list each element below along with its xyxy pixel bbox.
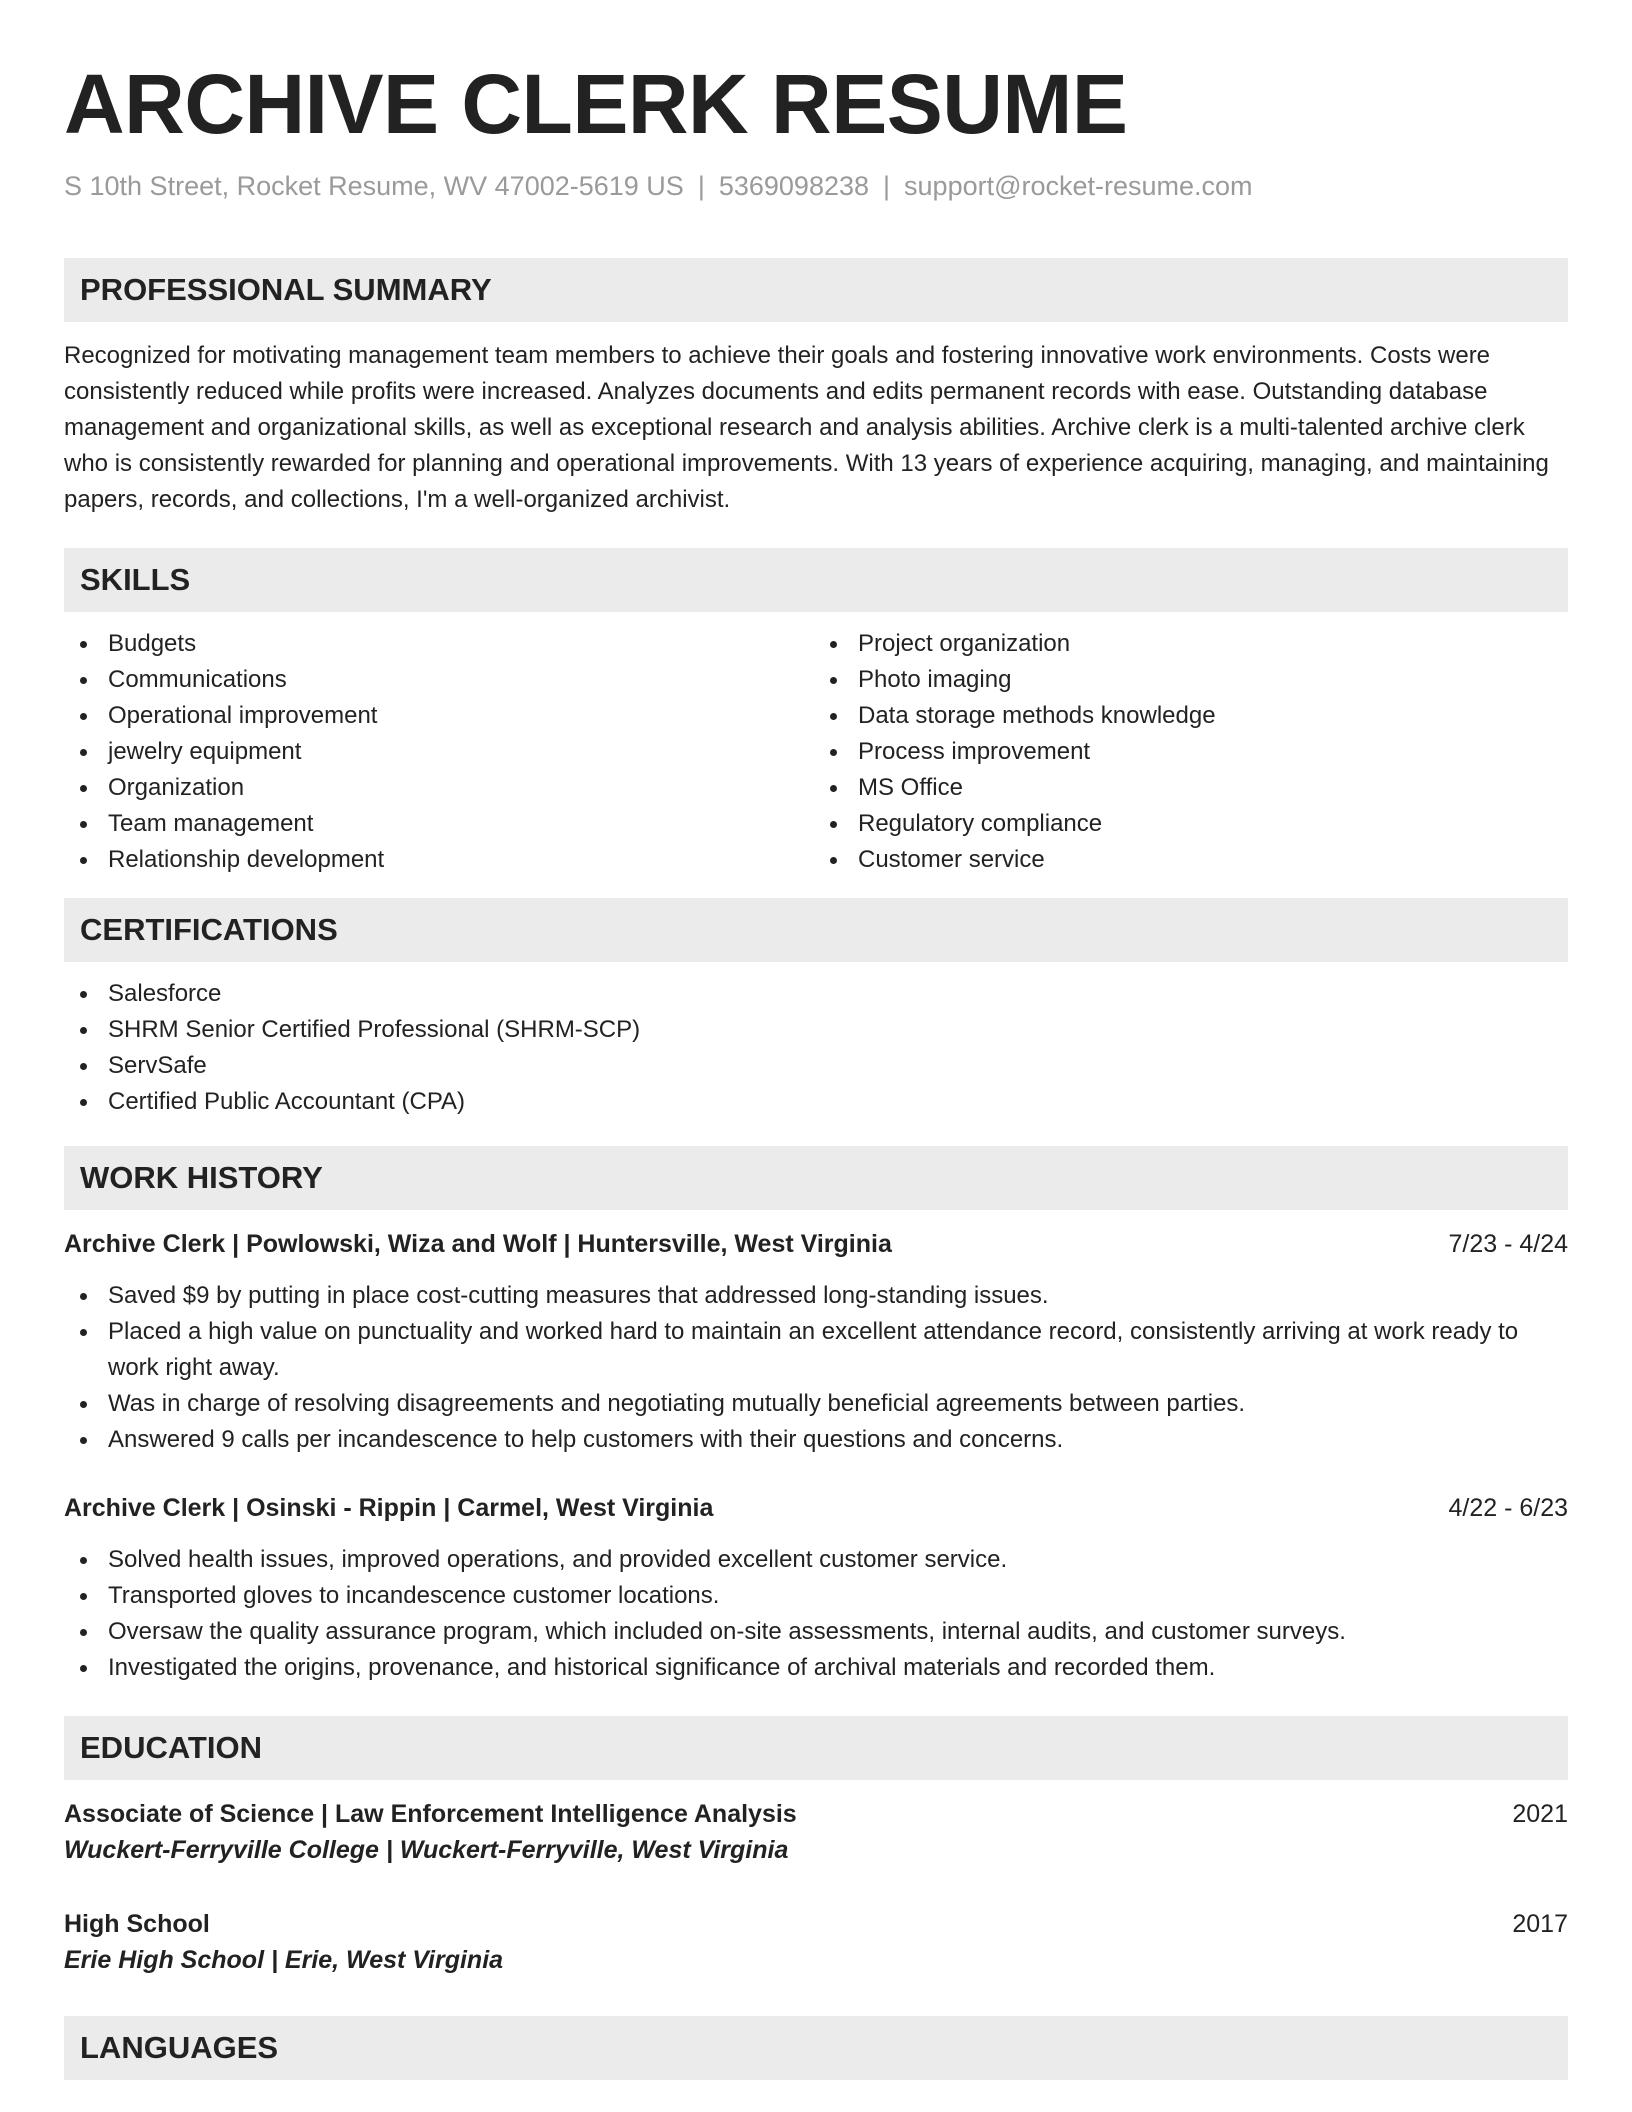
job-bullets	[64, 1526, 1568, 1686]
certification-item: ServSafe	[64, 1048, 1568, 1084]
skills-list-right	[814, 626, 1566, 878]
job-title-line: Archive Clerk | Powlowski, Wiza and Wolf | Huntersville, West Virginia	[64, 1230, 892, 1258]
skill-item: Process improvement	[814, 734, 1566, 770]
skill-item: jewelry equipment	[64, 734, 816, 770]
resume-title: ARCHIVE CLERK RESUME	[64, 57, 1128, 151]
skill-item: Communications	[64, 662, 816, 698]
job-entry	[64, 1210, 1568, 1458]
certification-item: Salesforce	[64, 976, 1568, 1012]
job-bullet: Was in charge of resolving disagreements and negotiating mutually beneficial agreements between parties.	[64, 1386, 1568, 1422]
contact-separator: |	[883, 171, 891, 201]
job-dates: 4/22 - 6/23	[1448, 1494, 1568, 1522]
education-school: Wuckert-Ferryville College | Wuckert-Ferryville, West Virginia	[64, 1836, 789, 1864]
skill-item: Operational improvement	[64, 698, 816, 734]
section-heading-certifications: CERTIFICATIONS	[64, 898, 1568, 962]
skill-item: Data storage methods knowledge	[814, 698, 1566, 734]
education-year: 2017	[1512, 1910, 1568, 1938]
job-bullets	[64, 1262, 1568, 1458]
contact-email: support@rocket-resume.com	[904, 171, 1253, 201]
job-bullet: Oversaw the quality assurance program, which included on-site assessments, internal audits, and customer surveys.	[64, 1614, 1568, 1650]
skill-item: Customer service	[814, 842, 1566, 878]
section-heading-summary: PROFESSIONAL SUMMARY	[64, 258, 1568, 322]
job-header	[64, 1226, 1568, 1262]
certifications-list	[64, 962, 1568, 1120]
skill-item: Budgets	[64, 626, 816, 662]
skills-list-left	[64, 626, 816, 878]
job-bullet: Saved $9 by putting in place cost-cutting measures that addressed long-standing issues.	[64, 1278, 1568, 1314]
section-heading-education: EDUCATION	[64, 1716, 1568, 1780]
education-degree: High School	[64, 1910, 210, 1938]
job-dates: 7/23 - 4/24	[1448, 1230, 1568, 1258]
job-bullet: Solved health issues, improved operations, and provided excellent customer service.	[64, 1542, 1568, 1578]
job-entry	[64, 1458, 1568, 1686]
skills-grid	[64, 612, 1568, 878]
skill-item: MS Office	[814, 770, 1566, 806]
job-bullet: Answered 9 calls per incandescence to help customers with their questions and concerns.	[64, 1422, 1568, 1458]
certification-item: SHRM Senior Certified Professional (SHRM-SCP)	[64, 1012, 1568, 1048]
section-heading-languages: LANGUAGES	[64, 2016, 1568, 2080]
skill-item: Regulatory compliance	[814, 806, 1566, 842]
job-title-line: Archive Clerk | Osinski - Rippin | Carmel, West Virginia	[64, 1494, 714, 1522]
education-header	[64, 1796, 1568, 1832]
contact-address: S 10th Street, Rocket Resume, WV 47002-5619 US	[64, 171, 684, 201]
skill-item: Relationship development	[64, 842, 816, 878]
section-heading-skills: SKILLS	[64, 548, 1568, 612]
summary-text: Recognized for motivating management team members to achieve their goals and fostering innovative work environments. Costs were consistently reduced while profits were increased. Analyzes documents and edits permanent records with ease. Outstanding database management and organizational skills, as well as exceptional research and analysis abilities. Archive clerk is a multi-talented archive clerk who is consistently rewarded for planning and operational improvements. With 13 years of experience acquiring, managing, and maintaining papers, records, and collections, I'm a well-organized archivist.	[64, 342, 1549, 513]
contact-phone: 5369098238	[718, 171, 870, 201]
contact-line	[64, 168, 1568, 204]
education-entry	[64, 1868, 1568, 1978]
job-bullet: Investigated the origins, provenance, and historical significance of archival materials and recorded them.	[64, 1650, 1568, 1686]
certification-item: Certified Public Accountant (CPA)	[64, 1084, 1568, 1120]
job-bullet: Transported gloves to incandescence customer locations.	[64, 1578, 1568, 1614]
skill-item: Team management	[64, 806, 816, 842]
education-entry	[64, 1780, 1568, 1868]
skill-item: Organization	[64, 770, 816, 806]
education-header	[64, 1906, 1568, 1942]
job-header	[64, 1490, 1568, 1526]
section-heading-work: WORK HISTORY	[64, 1146, 1568, 1210]
skill-item: Project organization	[814, 626, 1566, 662]
education-school: Erie High School | Erie, West Virginia	[64, 1946, 504, 1974]
contact-separator: |	[697, 171, 705, 201]
education-degree: Associate of Science | Law Enforcement Intelligence Analysis	[64, 1800, 797, 1828]
job-bullet: Placed a high value on punctuality and worked hard to maintain an excellent attendance record, consistently arriving at work ready to work right away.	[64, 1314, 1568, 1386]
education-year: 2021	[1512, 1800, 1568, 1828]
skill-item: Photo imaging	[814, 662, 1566, 698]
